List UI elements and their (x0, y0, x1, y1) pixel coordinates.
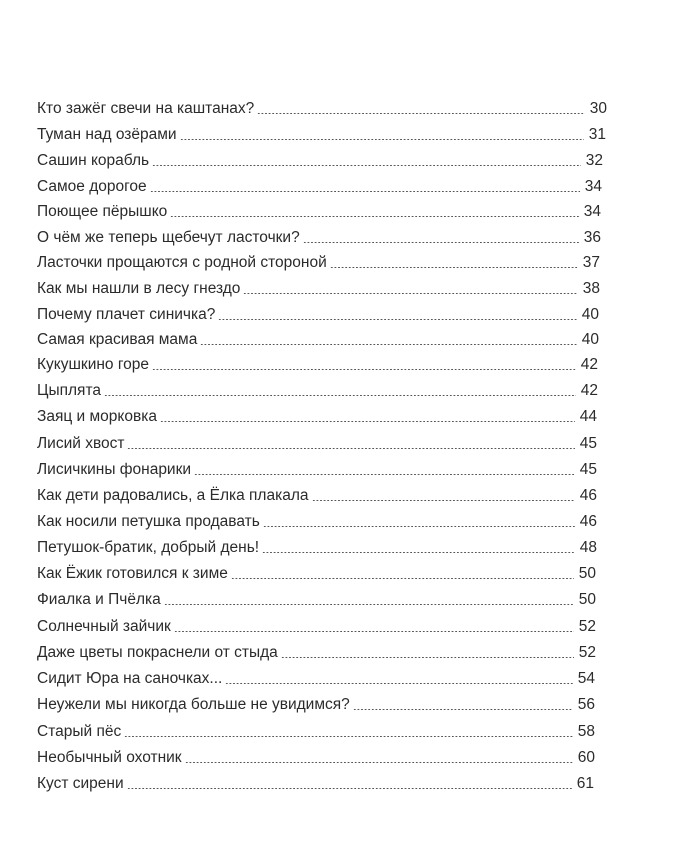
dot-leader (263, 526, 575, 527)
toc-entry (37, 434, 597, 454)
toc-entry-page: 38 (582, 280, 600, 297)
toc-entry-page: 46 (579, 513, 597, 530)
toc-entry-page: 54 (577, 670, 595, 687)
toc-entry (37, 538, 597, 558)
dot-leader (231, 578, 574, 579)
toc-entry-title: Фиалка и Пчёлка (37, 591, 161, 608)
dot-leader (174, 631, 574, 632)
toc-entry (37, 381, 598, 401)
toc-entry (37, 669, 595, 689)
toc-entry-page: 32 (585, 152, 603, 169)
dot-leader (353, 709, 573, 710)
dot-leader (312, 500, 575, 501)
dot-leader (170, 216, 579, 217)
toc-entry-title: Куст сирени (37, 775, 124, 792)
toc-entry-page: 37 (582, 254, 600, 271)
toc-entry (37, 305, 599, 325)
toc-entry-title: Кукушкино горе (37, 356, 150, 373)
toc-entry (37, 355, 598, 375)
toc-entry-page: 40 (581, 331, 599, 348)
toc-entry (37, 253, 600, 273)
toc-entry-title: Самое дорогое (37, 178, 147, 195)
toc-entry-page: 61 (576, 775, 594, 792)
toc-entry-page: 42 (580, 382, 598, 399)
toc-entry-page: 60 (577, 749, 595, 766)
dot-leader (281, 657, 574, 658)
toc-entry-title: Как Ёжик готовился к зиме (37, 565, 228, 582)
toc-entry-title: Самая красивая мама (37, 331, 198, 348)
toc-entry-page: 45 (579, 461, 597, 478)
toc-entry (37, 774, 594, 794)
toc-entry-title: Как мы нашли в лесу гнездо (37, 280, 241, 297)
toc-entry-page: 40 (581, 306, 599, 323)
dot-leader (218, 319, 577, 320)
dot-leader (127, 448, 575, 449)
toc-entry-title: Кто зажёг свечи на каштанах? (37, 100, 255, 117)
toc-entry (37, 99, 607, 119)
dot-leader (200, 344, 577, 345)
toc-entry (37, 228, 601, 248)
toc-entry-title: Почему плачет синичка? (37, 306, 216, 323)
toc-entry (37, 407, 597, 427)
toc-entry-page: 42 (580, 356, 598, 373)
toc-entry-page: 46 (579, 487, 597, 504)
dot-leader (303, 242, 579, 243)
toc-entry-page: 52 (578, 644, 596, 661)
toc-entry-title: Необычный охотник (37, 749, 182, 766)
toc-entry-page: 34 (583, 203, 601, 220)
toc-entry (37, 722, 595, 742)
toc-entry (37, 460, 597, 480)
toc-entry-page: 56 (577, 696, 595, 713)
toc-entry (37, 177, 602, 197)
toc-entry (37, 512, 597, 532)
toc-entry (37, 330, 599, 350)
dot-leader (152, 369, 576, 370)
toc-entry-page: 58 (577, 723, 595, 740)
toc-entry (37, 617, 596, 637)
toc-entry-title: Лисий хвост (37, 435, 125, 452)
dot-leader (330, 267, 578, 268)
toc-entry-page: 44 (579, 408, 597, 425)
toc-entry-title: Сидит Юра на саночках... (37, 670, 223, 687)
toc-entry-page: 31 (588, 126, 606, 143)
toc-entry (37, 202, 601, 222)
toc-entry-title: Старый пёс (37, 723, 122, 740)
toc-entry-page: 52 (578, 618, 596, 635)
dot-leader (124, 736, 573, 737)
dot-leader (150, 191, 580, 192)
toc-entry (37, 643, 596, 663)
toc-entry-title: Неужели мы никогда больше не увидимся? (37, 696, 350, 713)
toc-entry-page: 34 (584, 178, 602, 195)
toc-entry-title: Петушок-братик, добрый день! (37, 539, 260, 556)
toc-entry (37, 564, 596, 584)
toc-entry-title: О чём же теперь щебечут ласточки? (37, 229, 300, 246)
dot-leader (257, 113, 585, 114)
dot-leader (194, 474, 575, 475)
toc-entry-page: 45 (579, 435, 597, 452)
dot-leader (243, 293, 578, 294)
toc-entry (37, 151, 603, 171)
dot-leader (160, 421, 575, 422)
dot-leader (225, 683, 573, 684)
dot-leader (180, 139, 584, 140)
toc-entry-title: Лисичкины фонарики (37, 461, 192, 478)
toc-entry-page: 50 (578, 565, 596, 582)
toc-entry-page: 36 (583, 229, 601, 246)
toc-entry-title: Сашин корабль (37, 152, 150, 169)
toc-entry (37, 279, 600, 299)
toc-entry-title: Солнечный зайчик (37, 618, 171, 635)
toc-entry-title: Заяц и морковка (37, 408, 157, 425)
dot-leader (185, 762, 573, 763)
toc-entry (37, 695, 595, 715)
toc-entry-title: Цыплята (37, 382, 101, 399)
toc-entry-title: Как носили петушка продавать (37, 513, 260, 530)
toc-entry (37, 590, 596, 610)
toc-entry-page: 48 (579, 539, 597, 556)
toc-entry (37, 486, 597, 506)
toc-entry-title: Даже цветы покраснели от стыда (37, 644, 278, 661)
toc-entry-page: 30 (589, 100, 607, 117)
dot-leader (164, 604, 574, 605)
dot-leader (127, 788, 572, 789)
toc-entry-page: 50 (578, 591, 596, 608)
toc-entry (37, 125, 606, 145)
toc-entry-title: Как дети радовались, а Ёлка плакала (37, 487, 309, 504)
dot-leader (104, 395, 576, 396)
toc-entry-title: Ласточки прощаются с родной стороной (37, 254, 327, 271)
toc-entry-title: Туман над озёрами (37, 126, 177, 143)
toc-entry-title: Поющее пёрышко (37, 203, 168, 220)
dot-leader (152, 165, 581, 166)
dot-leader (262, 552, 575, 553)
toc-entry (37, 748, 595, 768)
